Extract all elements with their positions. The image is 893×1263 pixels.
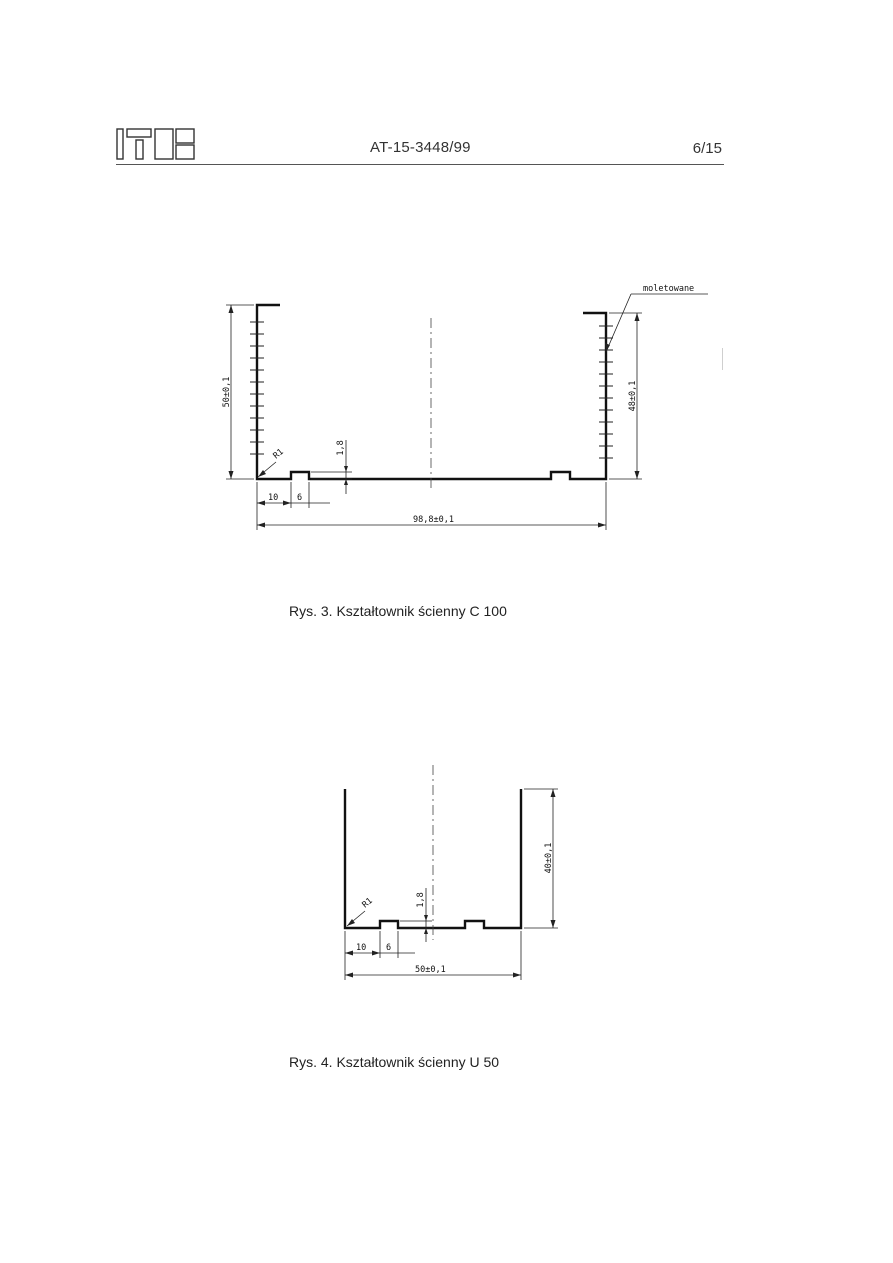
- knurl-leader-label: moletowane: [643, 284, 695, 294]
- document-number: AT-15-3448/99: [370, 139, 471, 156]
- u50-width-label: 50±0,1: [415, 965, 446, 975]
- c100-profile-outline: [257, 305, 606, 479]
- u50-depth-label: 1,8: [416, 892, 426, 908]
- c100-width-label: 98,8±0,1: [413, 515, 454, 525]
- c100-radius-label: R1: [271, 447, 286, 462]
- c100-offset-label: 10: [268, 493, 279, 503]
- c100-groove-label: 6: [297, 493, 303, 503]
- page-number: 6/15: [692, 140, 722, 157]
- figure-c100-drawing: [0, 0, 893, 560]
- c100-height-right-label: 48±0,1: [628, 380, 638, 412]
- c100-height-left-label: 50±0,1: [222, 376, 232, 408]
- u50-groove-label: 6: [386, 943, 392, 953]
- figure3-caption: Rys. 3. Kształtownik ścienny C 100: [289, 603, 507, 619]
- figure4-caption: Rys. 4. Kształtownik ścienny U 50: [289, 1054, 500, 1070]
- c100-depth-label: 1,8: [336, 440, 346, 456]
- u50-height-label: 40±0,1: [544, 842, 554, 874]
- figure-u50-drawing: [0, 740, 893, 1000]
- u50-radius-label: R1: [360, 896, 375, 911]
- u50-offset-label: 10: [356, 943, 367, 953]
